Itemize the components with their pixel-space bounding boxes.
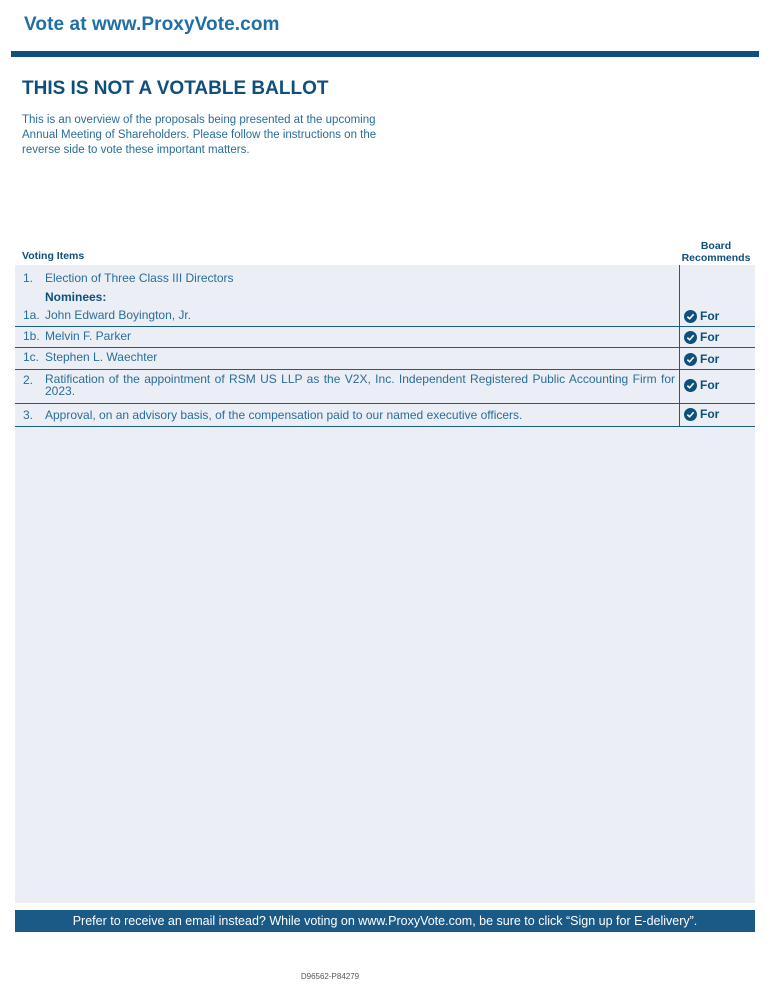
nominees-label: Nominees: xyxy=(45,290,107,304)
row-divider xyxy=(15,403,755,404)
intro-text: This is an overview of the proposals being presented at the upcoming Annual Meeting of Shareholders. Please follow the instructions on the reverse side to vote these important matters. xyxy=(22,114,377,156)
voting-items-header: Voting Items xyxy=(22,250,85,262)
item-text: Ratification of the appointment of RSM US LLP as the V2X, Inc. Independent Registered Public Accounting Firm for 2023. xyxy=(45,372,675,398)
recommendation-label: For xyxy=(700,407,720,421)
e-delivery-banner xyxy=(15,910,755,932)
item-text: Stephen L. Waechter xyxy=(45,350,158,364)
recommendation-label: For xyxy=(700,330,720,344)
document-code: D96562-P84279 xyxy=(300,972,360,981)
item-text: Election of Three Class III Directors xyxy=(45,271,234,285)
item-number: 1a. xyxy=(23,308,40,322)
item-number: 2. xyxy=(23,373,34,387)
e-delivery-message: Prefer to receive an email instead? While voting on www.ProxyVote.com, be sure to click “Sign up for E-delivery”. xyxy=(72,914,698,928)
header-url: Vote at www.ProxyVote.com xyxy=(24,14,280,35)
row-divider xyxy=(15,369,755,370)
page-title: THIS IS NOT A VOTABLE BALLOT xyxy=(22,78,329,99)
header-divider xyxy=(11,51,759,57)
item-number: 1b. xyxy=(23,329,40,343)
recommendation xyxy=(684,309,719,323)
recommendation xyxy=(684,407,719,421)
recommendation-label: For xyxy=(700,309,720,323)
row-divider xyxy=(15,326,755,327)
row-divider xyxy=(15,347,755,348)
check-circle-icon xyxy=(684,379,697,392)
item-number: 3. xyxy=(23,408,34,422)
recommendation-label: For xyxy=(700,352,720,366)
recommendation xyxy=(684,378,719,392)
check-circle-icon xyxy=(684,331,697,344)
row-divider xyxy=(15,426,755,427)
item-text: Approval, on an advisory basis, of the compensation paid to our named executive officers. xyxy=(45,408,523,422)
item-number: 1. xyxy=(23,271,34,285)
check-circle-icon xyxy=(684,353,697,366)
recommendation xyxy=(684,330,719,344)
recommendation-label: For xyxy=(700,378,720,392)
item-number: 1c. xyxy=(23,350,40,364)
board-recommends-header: Board Recommends xyxy=(681,240,751,264)
item-text: Melvin F. Parker xyxy=(45,329,132,343)
check-circle-icon xyxy=(684,408,697,421)
item-text: John Edward Boyington, Jr. xyxy=(45,308,192,322)
recommendation xyxy=(684,352,719,366)
check-circle-icon xyxy=(684,310,697,323)
